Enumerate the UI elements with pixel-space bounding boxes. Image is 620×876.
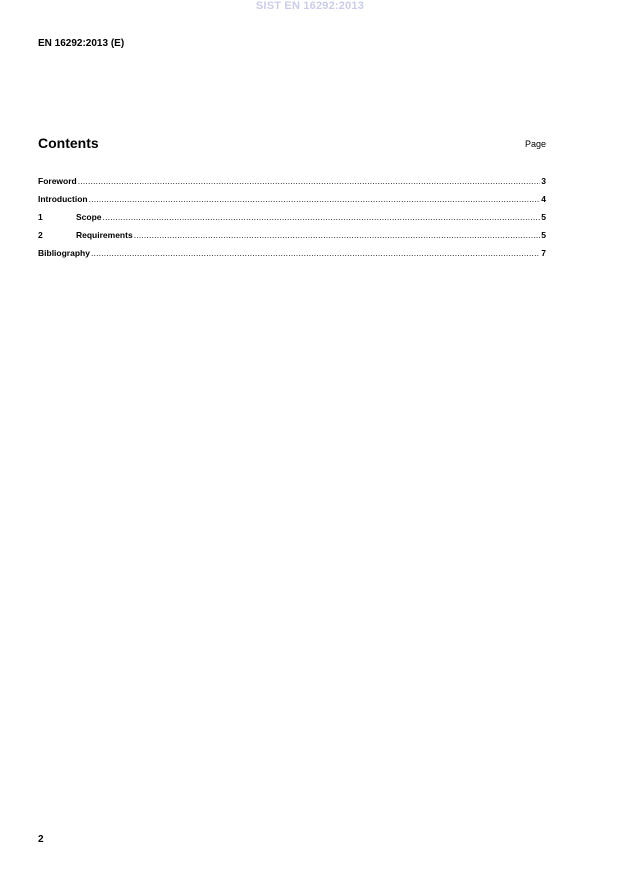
toc-entry-title: Bibliography bbox=[38, 248, 90, 258]
toc-dot-leader bbox=[103, 212, 541, 222]
toc-entry-scope[interactable] bbox=[38, 212, 546, 230]
toc-entry-page: 7 bbox=[541, 248, 546, 258]
toc-entry-page: 5 bbox=[541, 212, 546, 222]
toc-entry-title: Scope bbox=[76, 212, 102, 222]
toc-entry-page: 4 bbox=[541, 194, 546, 204]
page-number: 2 bbox=[38, 834, 44, 845]
toc-entry-page: 5 bbox=[541, 230, 546, 240]
toc-entry-requirements[interactable] bbox=[38, 230, 546, 248]
page-column-label: Page bbox=[524, 139, 546, 149]
toc-entry-number: 1 bbox=[38, 212, 43, 222]
toc-dot-leader bbox=[89, 194, 541, 204]
toc-entry-title: Foreword bbox=[38, 176, 77, 186]
document-id: EN 16292:2013 (E) bbox=[38, 38, 125, 49]
toc-entry-number: 2 bbox=[38, 230, 43, 240]
toc-entry-page: 3 bbox=[541, 176, 546, 186]
toc-entry-foreword[interactable] bbox=[38, 176, 546, 194]
toc-dot-leader bbox=[134, 230, 541, 240]
toc-dot-leader bbox=[91, 248, 540, 258]
toc-entry-title: Introduction bbox=[38, 194, 88, 204]
toc-dot-leader bbox=[78, 176, 541, 186]
table-of-contents bbox=[38, 176, 546, 266]
toc-entry-bibliography[interactable] bbox=[38, 248, 546, 266]
toc-entry-title: Requirements bbox=[76, 230, 133, 240]
watermark: SIST EN 16292:2013 bbox=[255, 0, 365, 12]
contents-heading: Contents bbox=[38, 135, 99, 151]
toc-entry-introduction[interactable] bbox=[38, 194, 546, 212]
